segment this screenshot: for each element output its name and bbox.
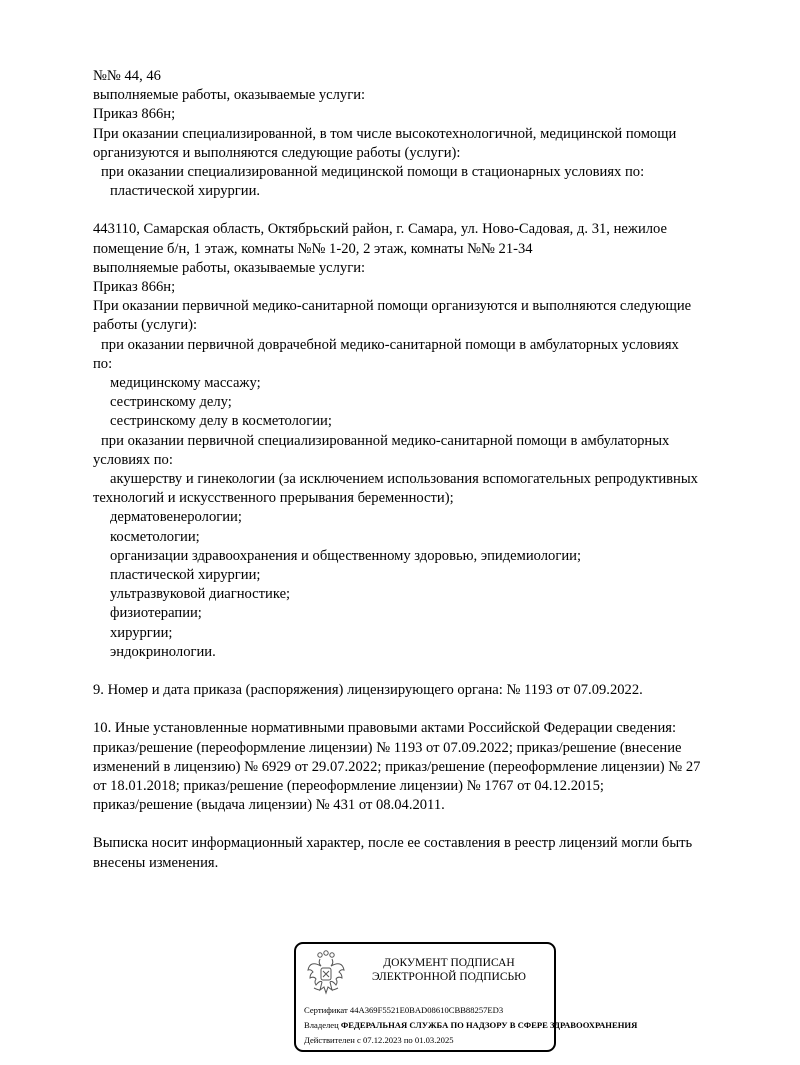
- text-line: организации здравоохранения и общественному здоровью, эпидемиологии;: [110, 547, 582, 564]
- text-line: физиотерапии;: [110, 605, 202, 622]
- text-line: по:: [93, 355, 113, 372]
- text-line: при оказании первичной специализированной медико-санитарной помощи в амбулаторных: [101, 432, 670, 449]
- certificate-row: [304, 1003, 637, 1018]
- text-line: от 18.01.2018; приказ/решение (переоформление лицензии) № 1767 от 04.12.2015;: [93, 777, 604, 794]
- text-block: [93, 719, 763, 815]
- text-line: помещение б/н, 1 этаж, комнаты №№ 1-20, 2 этаж, комнаты №№ 21-34: [93, 240, 533, 257]
- text-line: При оказании первичной медико-санитарной помощи организуются и выполняются следующие: [93, 298, 692, 315]
- signature-stamp-title: [350, 956, 548, 984]
- text-block: [93, 834, 763, 872]
- certificate-value: 44A369F5521E0BAD08610CBB88257ED3: [349, 1005, 504, 1015]
- text-line: работы (услуги):: [93, 317, 198, 334]
- text-block: [93, 67, 763, 201]
- text-line: 9. Номер и дата приказа (распоряжения) лицензирующего органа: № 1193 от 07.09.2022.: [93, 682, 643, 699]
- validity-label: Действителен: [304, 1035, 355, 1045]
- text-line: №№ 44, 46: [93, 68, 161, 84]
- text-line: дерматовенерологии;: [110, 509, 242, 526]
- text-block: [93, 681, 763, 700]
- validity-row: [304, 1033, 637, 1048]
- text-line: выполняемые работы, оказываемые услуги:: [93, 87, 366, 104]
- document-body: [93, 67, 763, 873]
- text-line: пластической хирургии.: [110, 183, 261, 200]
- text-line: сестринскому делу в косметологии;: [110, 413, 332, 430]
- text-line: 443110, Самарская область, Октябрьский район, г. Самара, ул. Ново-Садовая, д. 31, нежилое: [93, 221, 668, 238]
- text-line: Приказ 866н;: [93, 106, 176, 123]
- text-line: при оказании первичной доврачебной медико-санитарной помощи в амбулаторных условиях: [101, 336, 679, 353]
- text-line: Выписка носит информационный характер, после ее составления в реестр лицензий могли быть: [93, 835, 693, 852]
- electronic-signature-stamp: [294, 942, 638, 1052]
- text-line: сестринскому делу;: [110, 394, 232, 411]
- stamp-title-line: ЭЛЕКТРОННОЙ ПОДПИСЬЮ: [372, 971, 526, 983]
- text-line: При оказании специализированной, в том числе высокотехнологичной, медицинской помощи: [93, 125, 677, 142]
- validity-value: с 07.12.2023 по 01.03.2025: [357, 1035, 454, 1045]
- text-line: организуются и выполняются следующие работы (услуги):: [93, 144, 461, 161]
- stamp-title-line: ДОКУМЕНТ ПОДПИСАН: [383, 957, 515, 969]
- certificate-label: Сертификат: [304, 1005, 348, 1015]
- owner-label: Владелец: [304, 1020, 339, 1030]
- text-line: при оказании специализированной медицинской помощи в стационарных условиях по:: [101, 164, 645, 181]
- text-line: изменений в лицензию) № 6929 от 29.07.2022; приказ/решение (переоформление лицензии) № 27: [93, 758, 701, 775]
- text-line: пластической хирургии;: [110, 567, 261, 584]
- text-line: ультразвуковой диагностике;: [110, 586, 291, 603]
- signature-details: [304, 1003, 637, 1048]
- paragraph-gap: [93, 815, 763, 834]
- text-line: Приказ 866н;: [93, 279, 176, 296]
- text-line: технологий и искусственного прерывания беременности);: [93, 490, 454, 507]
- text-line: внесены изменения.: [93, 854, 219, 871]
- text-line: хирургии;: [110, 624, 173, 641]
- russian-coat-of-arms-icon: [306, 950, 346, 996]
- paragraph-gap: [93, 662, 763, 681]
- text-line: эндокринологии.: [110, 643, 216, 660]
- text-block: [93, 220, 763, 662]
- paragraph-gap: [93, 700, 763, 719]
- text-line: акушерству и гинекологии (за исключением использования вспомогательных репродуктивных: [110, 471, 698, 488]
- text-line: выполняемые работы, оказываемые услуги:: [93, 259, 366, 276]
- text-line: 10. Иные установленные нормативными правовыми актами Российской Федерации сведения:: [93, 720, 677, 737]
- text-line: медицинскому массажу;: [110, 375, 261, 392]
- paragraph-gap: [93, 201, 763, 220]
- text-line: косметологии;: [110, 528, 200, 545]
- owner-value: ФЕДЕРАЛЬНАЯ СЛУЖБА ПО НАДЗОРУ В СФЕРЕ ЗДРАВООХРАНЕНИЯ: [340, 1020, 638, 1030]
- text-line: приказ/решение (выдача лицензии) № 431 от 08.04.2011.: [93, 797, 445, 814]
- text-line: условиях по:: [93, 451, 173, 468]
- text-line: приказ/решение (переоформление лицензии) № 1193 от 07.09.2022; приказ/решение (внесение: [93, 739, 682, 756]
- owner-row: [304, 1018, 637, 1033]
